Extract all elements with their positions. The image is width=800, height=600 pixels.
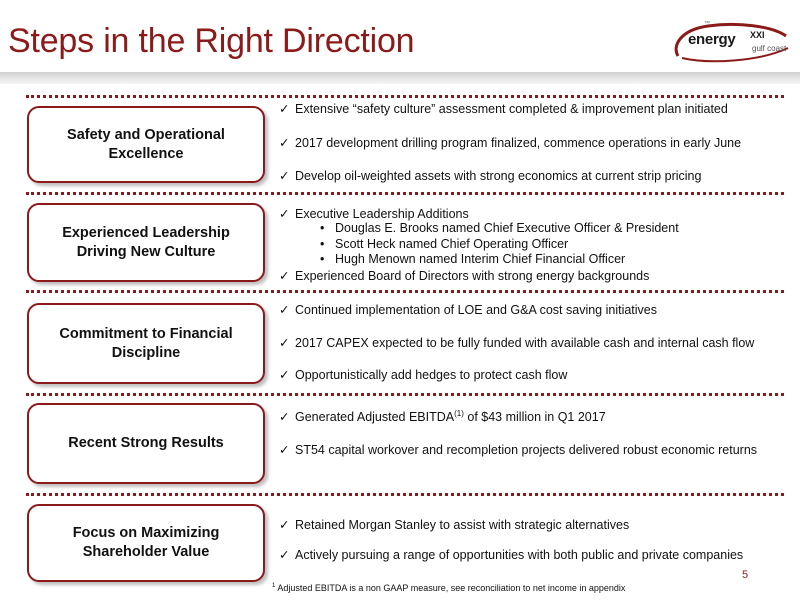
bullet-item: ✓ 2017 development drilling program finalized, commence operations in early June xyxy=(279,136,742,150)
footnote-marker: (1) xyxy=(454,408,464,418)
section-box-results xyxy=(27,403,265,484)
logo-trademark: ™ xyxy=(704,21,710,27)
check-icon: ✓ xyxy=(279,443,290,457)
section-label: Experienced Leadership Driving New Culture xyxy=(62,224,230,260)
section-divider xyxy=(26,95,784,98)
footnote: $^1$ Adjusted EBITDA is a non GAAP measure, see reconciliation to net income in appendix xyxy=(272,583,626,593)
bullet-item: ✓ Continued implementation of LOE and G&A cost saving initiatives xyxy=(279,303,658,317)
section-box-shareholder xyxy=(27,504,265,582)
bullet-item: ✓ 2017 CAPEX expected to be fully funded with available cash and internal cash flow xyxy=(279,336,755,350)
page-title: Steps in the Right Direction xyxy=(8,22,415,60)
bullet-item: ✓ Executive Leadership Additions xyxy=(279,207,469,221)
bullet-item: ✓ Actively pursuing a range of opportunities with both public and private companies xyxy=(279,548,744,562)
sub-bullet-item: • Hugh Menown named Interim Chief Financial Officer xyxy=(320,252,626,266)
section-divider xyxy=(26,192,784,195)
header-bar xyxy=(0,72,800,84)
check-icon: ✓ xyxy=(279,548,290,562)
bullet-item: ✓ Extensive “safety culture” assessment completed & improvement plan initiated xyxy=(279,102,728,116)
section-box-financial xyxy=(27,303,265,384)
bullet-item: ✓ Opportunistically add hedges to protect cash flow xyxy=(279,368,568,382)
bullet-dot-icon: • xyxy=(320,237,325,251)
bullet-dot-icon: • xyxy=(320,221,325,235)
footnote-number: 1 xyxy=(272,583,276,589)
section-box-leadership xyxy=(27,203,265,282)
bullet-item: ✓ Develop oil-weighted assets with strong economics at current strip pricing xyxy=(279,169,702,183)
section-label: Recent Strong Results xyxy=(68,435,224,451)
company-logo xyxy=(668,18,794,68)
bullet-dot-icon: • xyxy=(320,252,325,266)
bullet-item: ✓ Generated Adjusted EBITDA$^{(1)}$ of $43 million in Q1 2017 xyxy=(279,408,606,424)
sub-bullet-item: • Douglas E. Brooks named Chief Executive Officer & President xyxy=(320,221,679,235)
section-divider xyxy=(26,493,784,496)
section-divider xyxy=(26,393,784,396)
section-label: Commitment to Financial Discipline xyxy=(59,325,233,361)
check-icon: ✓ xyxy=(279,368,290,382)
section-label: Safety and Operational Excellence xyxy=(67,126,225,162)
section-box-safety xyxy=(27,106,265,183)
check-icon: ✓ xyxy=(279,410,290,424)
check-icon: ✓ xyxy=(279,303,290,317)
check-icon: ✓ xyxy=(279,169,290,183)
check-icon: ✓ xyxy=(279,136,290,150)
check-icon: ✓ xyxy=(279,102,290,116)
bullet-item: ✓ Experienced Board of Directors with strong energy backgrounds xyxy=(279,269,650,283)
section-label: Focus on Maximizing Shareholder Value xyxy=(72,525,220,560)
logo-wordmark: energy xyxy=(688,31,736,48)
page-number: 5 xyxy=(742,569,749,581)
check-icon: ✓ xyxy=(279,336,290,350)
check-icon: ✓ xyxy=(279,269,290,283)
bullet-item: ✓ Retained Morgan Stanley to assist with strategic alternatives xyxy=(279,518,630,532)
logo-subtext: gulf coast xyxy=(752,44,787,53)
bullet-item: ✓ ST54 capital workover and recompletion projects delivered robust economic returns xyxy=(279,443,758,457)
sub-bullet-item: • Scott Heck named Chief Operating Officer xyxy=(320,237,569,251)
check-icon: ✓ xyxy=(279,518,290,532)
section-divider xyxy=(26,290,784,293)
logo-suffix: XXI xyxy=(750,30,765,40)
check-icon: ✓ xyxy=(279,207,290,221)
